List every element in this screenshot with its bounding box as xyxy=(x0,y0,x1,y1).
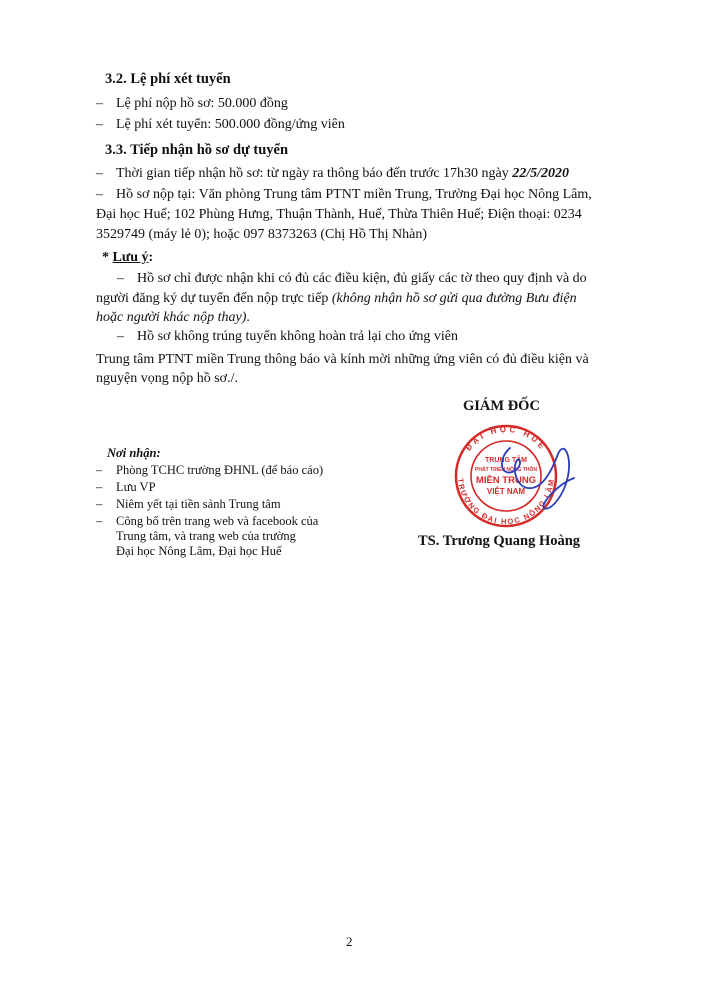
address-line: Hồ sơ nộp tại: Văn phòng Trung tâm PTNT miền Trung, Trường Đại học Nông Lâm, xyxy=(116,187,592,202)
recipient-continuation: Đại học Nông Lâm, Đại học Huế xyxy=(116,544,282,558)
list-dash: – xyxy=(96,463,103,477)
stamp-center-line: TRUNG TÂM xyxy=(485,457,527,464)
stamp-top-text: ĐẠI HỌC HUẾ xyxy=(463,424,549,453)
recipient-text: Niêm yết tại tiền sảnh Trung tâm xyxy=(116,497,281,511)
receipt-time-text: Thời gian tiếp nhận hồ sơ: từ ngày ra thông báo đến trước 17h30 ngày xyxy=(116,166,513,181)
list-dash: – xyxy=(117,329,124,344)
recipient-item xyxy=(96,480,156,495)
signature-role: GIÁM ĐỐC xyxy=(463,398,540,414)
official-stamp xyxy=(440,418,600,528)
list-dash: – xyxy=(96,187,103,202)
recipient-text: Công bố trên trang web và facebook của xyxy=(116,514,319,528)
recipients-title: Nơi nhận: xyxy=(107,446,161,460)
section-3-2-heading: 3.2. Lệ phí xét tuyển xyxy=(105,71,231,87)
closing-line: nguyện vọng nộp hồ sơ./. xyxy=(96,371,238,386)
fee-item-text: Lệ phí xét tuyển: 500.000 đồng/ứng viên xyxy=(116,117,345,132)
note-line xyxy=(96,308,250,328)
stamp-center-line: PHÁT TRIỂN NÔNG THÔN xyxy=(475,467,537,473)
stamp-center-line: VIỆT NAM xyxy=(486,487,526,496)
recipient-item xyxy=(96,463,323,478)
note-item xyxy=(117,327,458,347)
deadline-date: 22/5/2020 xyxy=(512,166,570,181)
closing-line: Trung tâm PTNT miền Trung thông báo và kính mời những ứng viên có đủ điều kiện và xyxy=(96,352,589,367)
address-line: Đại học Huế; 102 Phùng Hưng, Thuận Thành, Huế, Thừa Thiên Huế; Điện thoại: 0234 xyxy=(96,207,582,222)
signer-name: TS. Trương Quang Hoàng xyxy=(418,533,581,549)
stamp-bottom-text: TRƯỜNG ĐẠI HỌC NÔNG LÂM xyxy=(455,477,557,527)
note-text: Hồ sơ chỉ được nhận khi có đủ các điều kiện, đủ giấy các tờ theo quy định và do xyxy=(137,271,587,286)
recipient-item xyxy=(96,514,318,529)
note-colon: : xyxy=(148,250,154,265)
note-heading xyxy=(102,248,153,268)
fee-item xyxy=(96,94,288,114)
page-number: 2 xyxy=(346,934,353,949)
list-dash: – xyxy=(96,480,103,494)
recipient-text: Phòng TCHC trường ĐHNL (để báo cáo) xyxy=(116,463,324,477)
submission-address xyxy=(96,185,592,205)
note-text: . xyxy=(246,310,250,325)
list-dash: – xyxy=(96,96,103,111)
note-italic-text: hoặc người khác nộp thay) xyxy=(96,310,247,325)
note-star: * xyxy=(102,250,109,265)
note-text: Hồ sơ không trúng tuyển không hoàn trả lại cho ứng viên xyxy=(137,329,458,344)
address-line: 3529749 (máy lẻ 0); hoặc 097 8373263 (Chị Hồ Thị Nhàn) xyxy=(96,227,428,242)
recipient-continuation: Trung tâm, và trang web của trường xyxy=(116,529,296,543)
fee-item-text: Lệ phí nộp hồ sơ: 50.000 đồng xyxy=(116,96,288,111)
stamp-center-line: MIỀN TRUNG xyxy=(475,475,537,486)
note-label: Lưu ý xyxy=(112,250,149,265)
list-dash: – xyxy=(96,117,103,132)
note-italic-text: (không nhận hồ sơ gửi qua đường Bưu điện xyxy=(331,291,577,306)
note-text: người đăng ký dự tuyển đến nộp trực tiếp xyxy=(96,291,332,306)
note-line xyxy=(96,289,577,309)
list-dash: – xyxy=(96,497,103,511)
recipient-text: Lưu VP xyxy=(116,480,156,494)
recipient-item xyxy=(96,497,281,512)
list-dash: – xyxy=(96,514,103,528)
list-dash: – xyxy=(96,166,103,181)
section-3-3-heading: 3.3. Tiếp nhận hồ sơ dự tuyển xyxy=(105,142,289,158)
list-dash: – xyxy=(117,271,124,286)
note-item xyxy=(117,269,587,289)
fee-item xyxy=(96,115,345,135)
receipt-time xyxy=(96,164,569,184)
